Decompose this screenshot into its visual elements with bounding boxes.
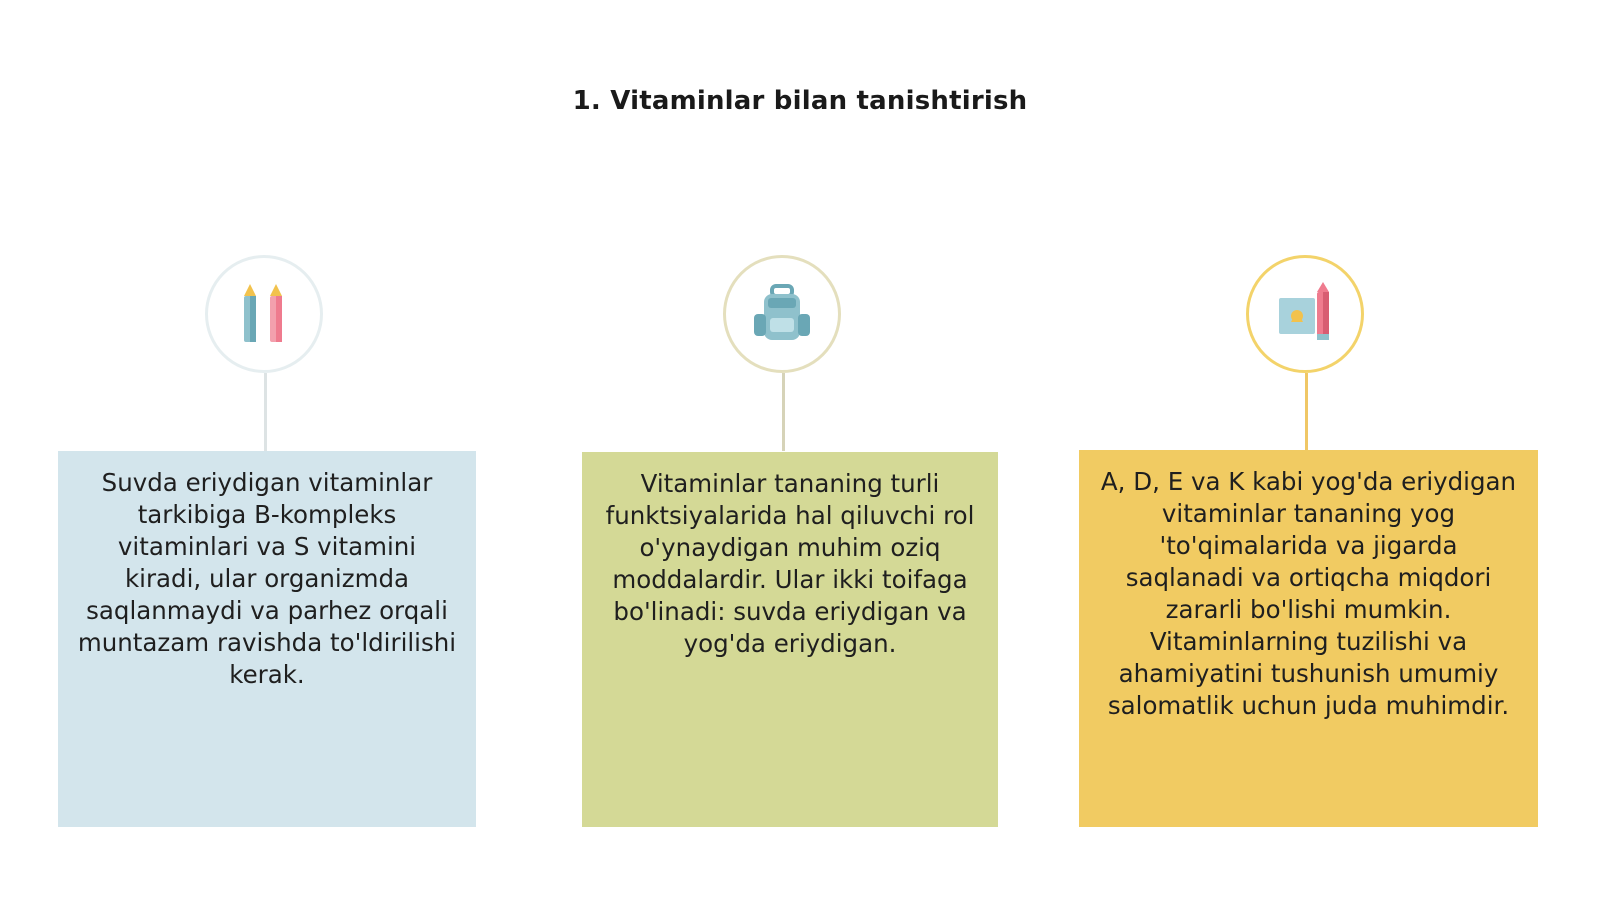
slide-title: 1. Vitaminlar bilan tanishtirish (572, 86, 1028, 116)
info-card-water-soluble: Suvda eriydigan vitaminlar tarkibiga B-kompleks vitaminlari va S vitamini kiradi, ular organizmda saqlanmaydi va parhez orqali muntazam ravishda to'ldirilishi kerak. (58, 451, 476, 827)
connector-line (264, 373, 267, 451)
drawing-pencil-icon (1273, 282, 1337, 346)
backpack-icon-circle (723, 255, 841, 373)
info-card-intro: Vitaminlar tananing turli funktsiyalarida hal qiluvchi rol o'ynaydigan muhim oziq moddalardir. Ular ikki toifaga bo'linadi: suvda eriydigan va yog'da eriydigan. (582, 452, 998, 827)
drawing-pencil-icon-circle (1246, 255, 1364, 373)
connector-line (782, 373, 785, 451)
pencils-icon (236, 282, 292, 346)
connector-line (1305, 373, 1308, 451)
pencils-icon-circle (205, 255, 323, 373)
info-card-fat-soluble: A, D, E va K kabi yog'da eriydigan vitaminlar tananing yog 'to'qimalarida va jigarda saqlanadi va ortiqcha miqdori zararli bo'lishi mumkin. Vitaminlarning tuzilishi va ahamiyatini tushunish umumiy salomatlik uchun juda muhimdir. (1079, 450, 1538, 827)
backpack-icon (750, 282, 814, 346)
